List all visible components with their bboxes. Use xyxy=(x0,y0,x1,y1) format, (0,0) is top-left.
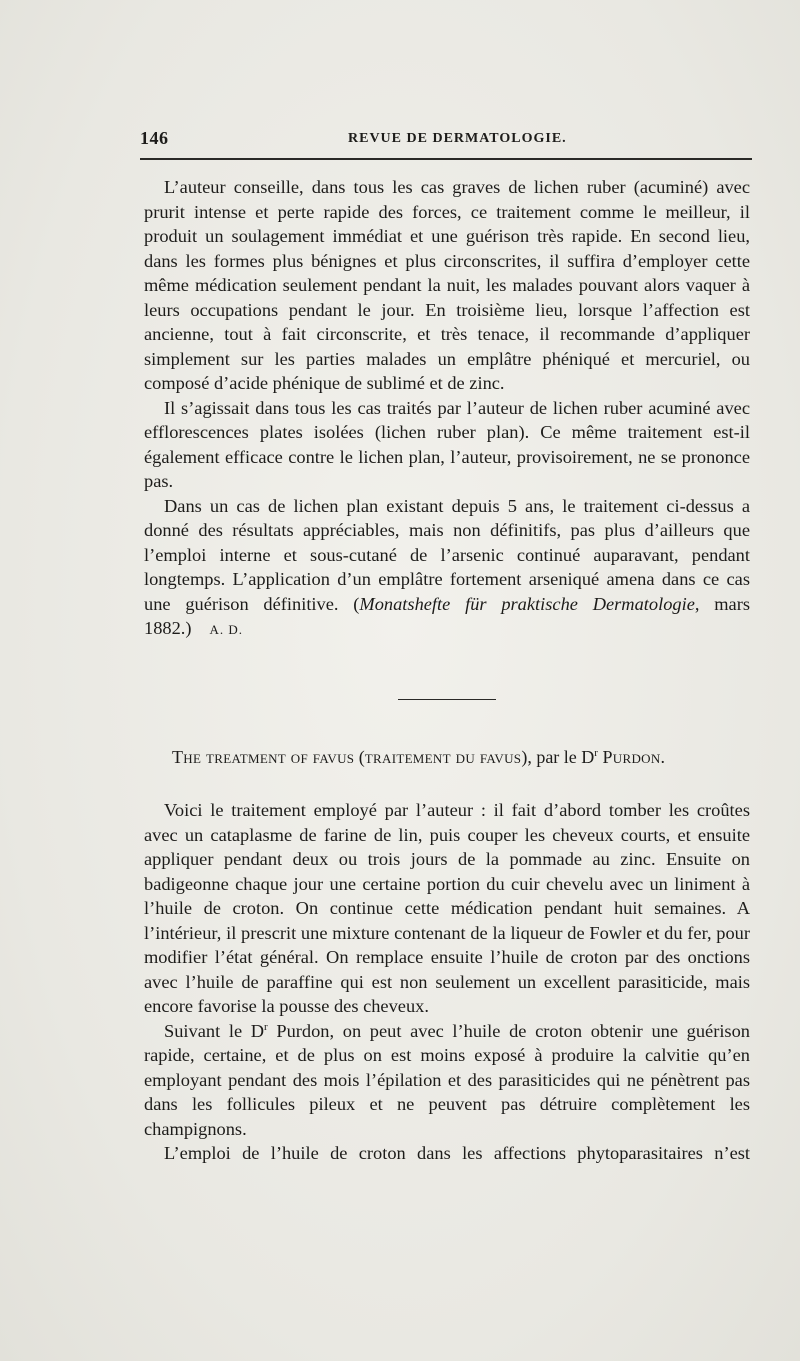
section-title-main: The treatment of favus xyxy=(172,747,355,767)
paragraph-text: Dans un cas de lichen plan existant depuis 5 ans, le traitement ci-dessus a donné des résultats appréciables, mais non définitifs, pas plus d’ailleurs que l’emploi interne et sous-cutané de l’arsenic continué auparavant, pendant longtemps. L’application d’un emplâtre fortement arseniqué amena dans ce cas une guérison définitive. ( xyxy=(144,495,750,614)
section-title-author: Purdon xyxy=(602,747,661,767)
paragraph xyxy=(144,1019,750,1142)
paragraph: L’auteur conseille, dans tous les cas graves de lichen ruber (acuminé) avec prurit intense et perte rapide des forces, ce traitement comme le meilleur, il produit un soulagement immédiat et une guérison très rapide. En second lieu, dans les formes plus bénignes et plus circonscrites, il suffira d’employer cette même médication seulement pendant la nuit, les malades pouvant alors vaquer à leurs occupations pendant le jour. En troisième lieu, lorsque l’affection est ancienne, tout à fait circonscrite, et très tenace, il recommande d’appliquer simplement sur les parties malades un emplâtre phéniqué et mercuriel, ou composé d’acide phénique de sublimé et de zinc. xyxy=(144,177,750,393)
section-title-end: . xyxy=(660,747,666,767)
paragraph-text: Suivant le D xyxy=(164,1020,265,1041)
doctor-abbrev-sup: r xyxy=(264,1020,268,1033)
paragraph: Il s’agissait dans tous les cas traités par l’auteur de lichen ruber acuminé avec efflorescences plates isolées (lichen ruber plan). Ce même traitement est-il également efficace contre le lichen plan, l’auteur, provisoirement, ne se prononce pas. xyxy=(144,397,750,491)
paragraph-text: Purdon, on peut avec l’huile de croton obtenir une guérison rapide, certaine, et de plus on est moins exposé à produire la calvitie qu’en employant pendant des mois l’épilation et des parasiticides qui ne pénètrent pas dans les follicules pileux et ne peuvent pas détruire complètement les champignons. xyxy=(144,1020,750,1139)
section-divider xyxy=(398,699,496,700)
paragraph: L’emploi de l’huile de croton dans les affections phytoparasitaires n’est xyxy=(164,1143,750,1163)
section-title-by: , par le D xyxy=(527,747,595,767)
citation-date: , mars 1882.) xyxy=(144,593,750,638)
running-head: REVUE DE DERMATOLOGIE. xyxy=(348,131,567,146)
section-title-sup: r xyxy=(594,747,598,759)
paragraph: Voici le traitement employé par l’auteur : il fait d’abord tomber les croûtes avec un cataplasme de farine de lin, puis couper les cheveux courts, et ensuite appliquer pendant deux ou trois jours de la pommade au zinc. Ensuite on badigeonne chaque jour une certaine portion du cuir chevelu avec un liniment à l’huile de croton. On continue cette médication pendant huit semaines. A l’intérieur, il prescrit une mixture contenant de la liqueur de Fowler et du fer, pour modifier l’état général. On remplace ensuite l’huile de croton par des onctions avec l’huile de paraffine qui est non seulement un excellent parasiticide, mais encore favorise la pousse des cheveux. xyxy=(144,800,750,1016)
citation-journal: Monatshefte für praktische Dermatologie xyxy=(359,593,695,614)
favus-article xyxy=(144,798,750,1166)
page-header xyxy=(140,128,750,152)
section-title-translation: traitement du favus xyxy=(364,747,522,767)
page-number: 146 xyxy=(140,128,169,148)
header-rule xyxy=(140,158,752,160)
author-signature: A. D. xyxy=(209,622,244,637)
lichen-article xyxy=(144,175,750,643)
section-title: The treatment of favus (traitement du favus), par le $D^r$ Purdon. xyxy=(172,747,666,767)
paragraph xyxy=(144,494,750,643)
